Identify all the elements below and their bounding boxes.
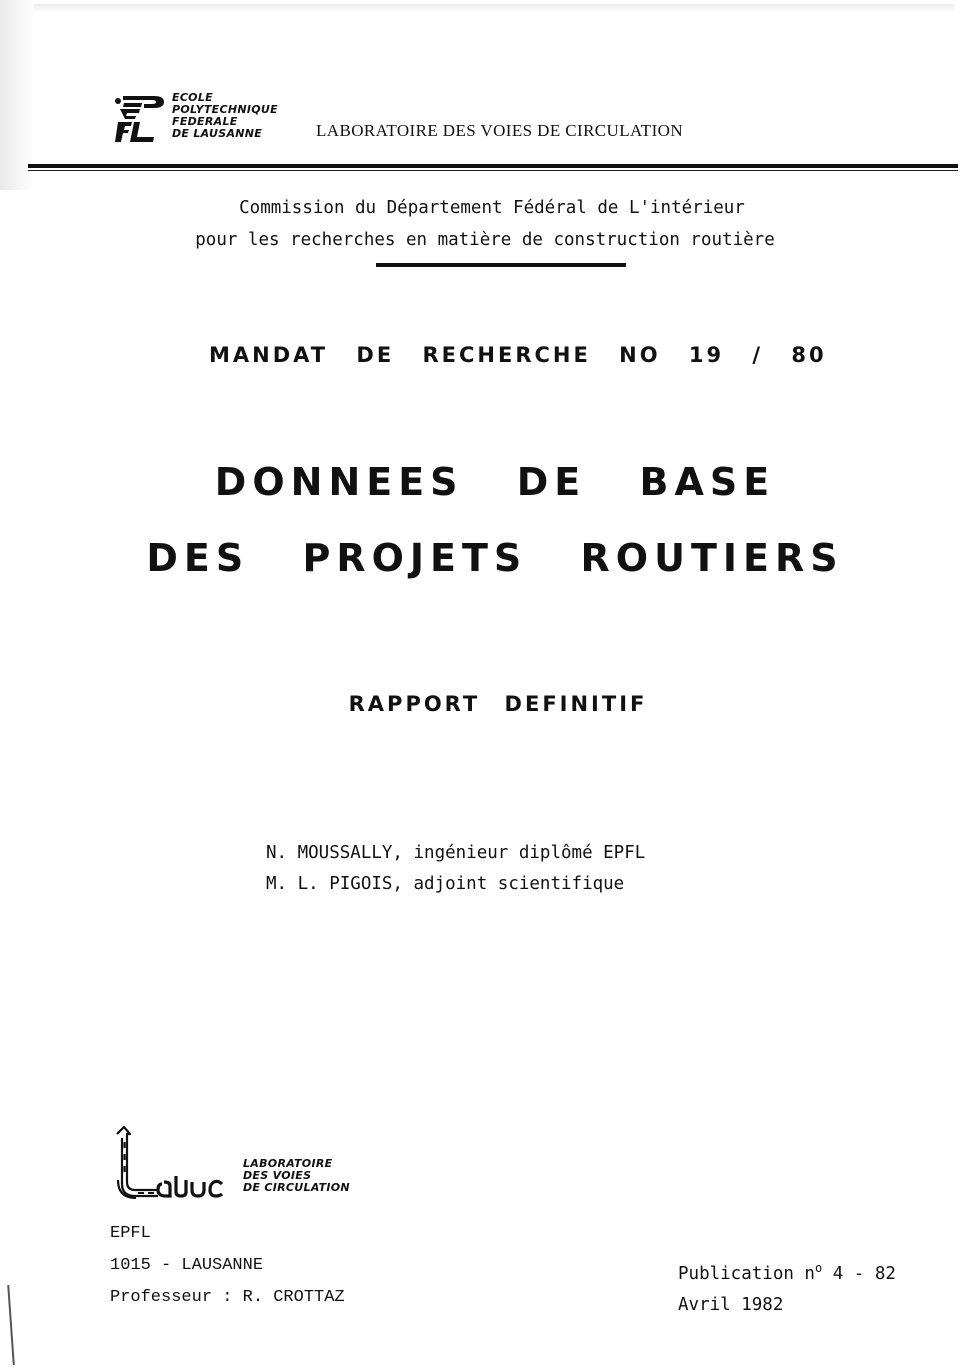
author-line: M. L. PIGOIS, adjoint scientifique — [266, 874, 625, 894]
institution-line: ECOLE — [172, 91, 213, 104]
author-line: N. MOUSSALLY, ingénieur diplômé EPFL — [266, 843, 646, 863]
address-school: EPFL — [110, 1224, 151, 1243]
document-title-line-2: DES PROJETS ROUTIERS — [146, 536, 844, 580]
address-professor: Professeur : R. CROTTAZ — [110, 1288, 345, 1307]
header-divider — [28, 164, 958, 168]
address-block — [110, 1218, 345, 1314]
scan-shadow-top — [34, 4, 954, 12]
publication-superscript: o — [814, 1261, 823, 1275]
publication-prefix: Publication n — [678, 1263, 815, 1284]
authors-block — [266, 838, 645, 900]
lavoc-line: DE CIRCULATION — [243, 1181, 350, 1194]
institution-line: FEDERALE — [172, 115, 238, 128]
commission-line-2: pour les recherches en matière de construction routière — [195, 230, 775, 250]
address-city: 1015 - LAUSANNE — [110, 1256, 264, 1275]
mandate-number: MANDAT DE RECHERCHE NO 19 / 80 — [209, 343, 827, 367]
header-divider-thin — [28, 170, 958, 171]
document-title-line-1: DONNEES DE BASE — [214, 460, 776, 504]
lavoc-line: LABORATOIRE — [243, 1157, 333, 1170]
institution-line: DE LAUSANNE — [172, 127, 263, 140]
scan-shadow — [0, 0, 34, 190]
publication-date: Avril 1982 — [678, 1294, 784, 1315]
epfl-logo-icon — [114, 94, 174, 144]
institution-line: POLYTECHNIQUE — [172, 103, 278, 116]
lavoc-line: DES VOIES — [243, 1169, 312, 1182]
commission-underline — [376, 263, 626, 267]
commission-line-1: Commission du Département Fédéral de L'intérieur — [239, 198, 745, 218]
publication-block — [678, 1253, 896, 1321]
publication-number-value: 4 - 82 — [822, 1263, 896, 1284]
lavoc-name — [243, 1158, 350, 1194]
lavoc-logo-icon — [114, 1124, 242, 1199]
laboratory-heading: LABORATOIRE DES VOIES DE CIRCULATION — [316, 121, 684, 140]
epfl-institution-name — [172, 92, 278, 140]
commission-block — [0, 192, 970, 256]
publication-number — [678, 1253, 896, 1290]
scan-crease-mark — [7, 1285, 15, 1365]
report-type: RAPPORT DEFINITIF — [348, 692, 648, 716]
